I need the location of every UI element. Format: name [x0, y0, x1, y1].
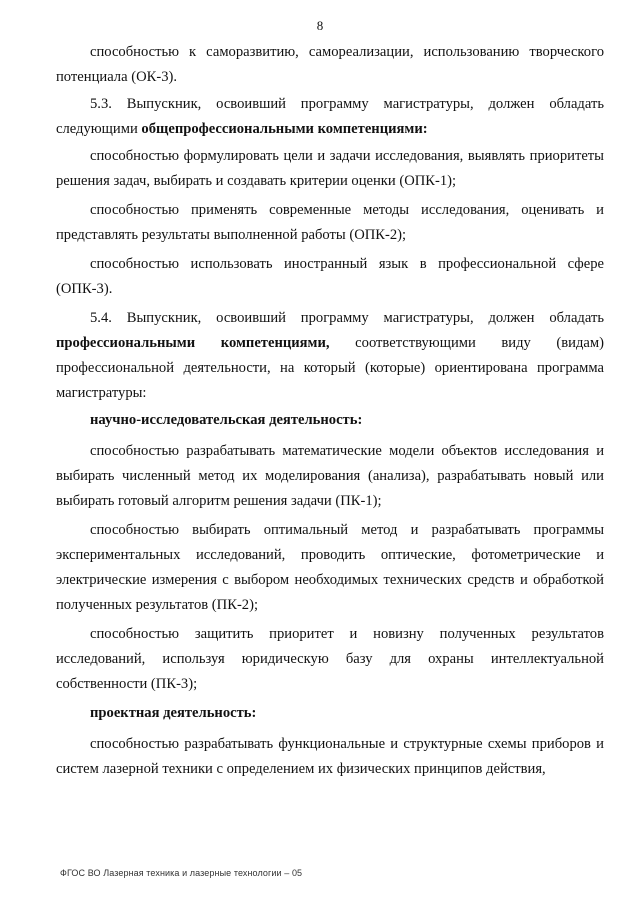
paragraph-5-3-bold: общепрофессиональными компетенциями:: [141, 121, 428, 137]
paragraph-opk3: способностью использовать иностранный язык в профессиональной сфере (ОПК-3).: [56, 256, 604, 297]
page-footer: ФГОС ВО Лазерная техника и лазерные технологии – 05: [60, 868, 303, 878]
document-body: [56, 40, 604, 786]
heading-project-activity: проектная деятельность:: [90, 705, 257, 721]
paragraph-opk1: способностью формулировать цели и задачи исследования, выявлять приоритеты решения задач, выбирать и создавать критерии оценки (ОПК-1);: [56, 148, 604, 189]
paragraph-5-3: [56, 92, 604, 142]
paragraph-pk3: способностью защитить приоритет и новизну полученных результатов исследований, используя юридическую базу для охраны интеллектуальной собственности (ПК-3);: [56, 626, 604, 692]
paragraph-5-3-text: 5.3. Выпускник, освоивший программу магистратуры, должен обладать следующими: [56, 96, 604, 137]
paragraph-5-4-text-start: 5.4. Выпускник, освоивший программу магистратуры, должен обладать: [90, 310, 604, 326]
paragraph-ok3: способностью к саморазвитию, самореализации, использованию творческого потенциала (ОК-3).: [56, 44, 604, 85]
paragraph-5-4-bold: профессиональными компетенциями,: [56, 335, 330, 351]
paragraph-5-4-text-end: соответствующими виду (видам) профессиональной деятельности, на который (которые) ориентирована программа магистратуры:: [56, 335, 604, 401]
paragraph-pk4-partial: способностью разрабатывать функциональные и структурные схемы приборов и систем лазерной техники с определением их физических принципов действия,: [56, 736, 604, 777]
heading-research-activity: научно-исследовательская деятельность:: [90, 412, 363, 428]
paragraph-opk2: способностью применять современные методы исследования, оценивать и представлять результаты выполненной работы (ОПК-2);: [56, 202, 604, 243]
page-number: 8: [316, 18, 324, 33]
paragraph-5-4: [56, 306, 604, 406]
paragraph-pk1: способностью разрабатывать математические модели объектов исследования и выбирать численный метод их моделирования (анализа), разрабатывать новый или выбирать готовый алгоритм решения задачи (ПК-1);: [56, 443, 604, 509]
paragraph-pk2: способностью выбирать оптимальный метод и разрабатывать программы экспериментальных исследований, проводить оптические, фотометрические и электрические измерения с выбором необходимых технических средств и обработкой полученных результатов (ПК-2);: [56, 522, 604, 613]
